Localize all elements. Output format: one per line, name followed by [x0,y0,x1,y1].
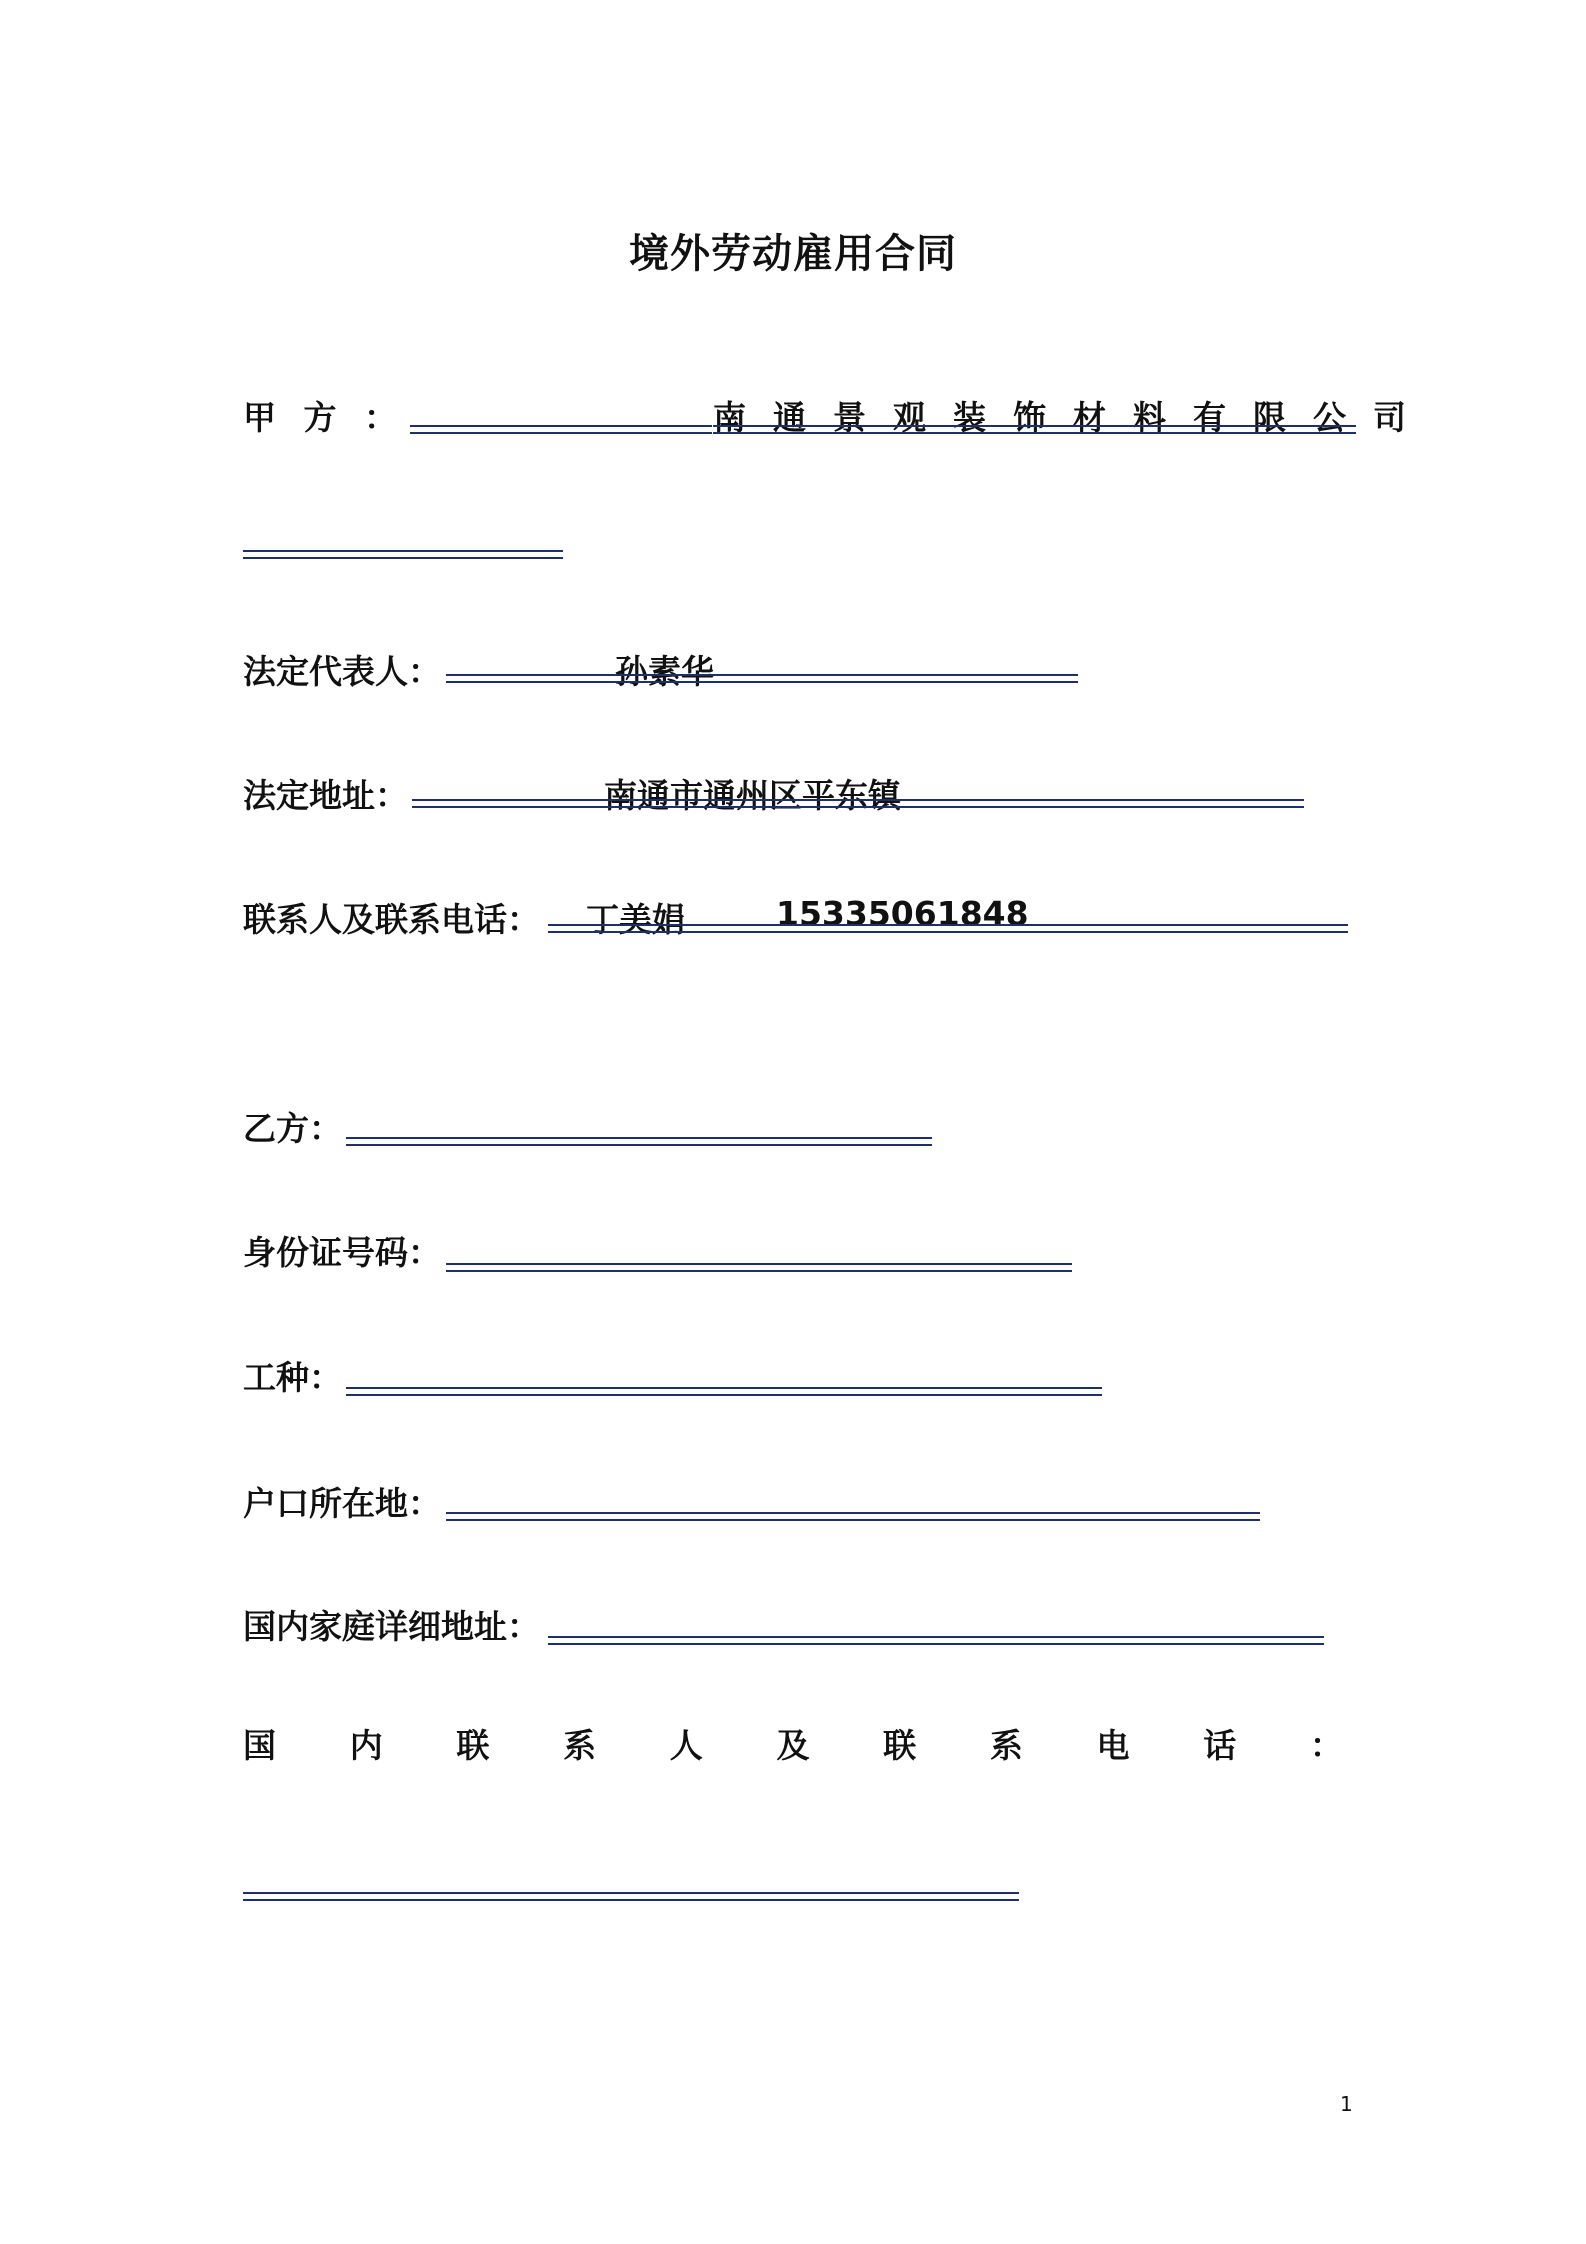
domestic-contact-char: 系 [563,1726,597,1765]
legal-rep-label: 法定代表人： [243,652,441,691]
id-number-label: 身份证号码： [243,1233,441,1272]
domestic-contact-char: ： [1309,1726,1343,1765]
home-address-underline[interactable] [548,1636,1324,1645]
party-a-underline[interactable] [713,425,1356,434]
domestic-contact-char: 电 [1096,1726,1130,1765]
party-b-underline[interactable] [346,1137,932,1146]
legal-address-value: 南通市通州区平东镇 [604,776,901,815]
legal-address-label: 法定地址： [243,776,408,815]
domestic-contact-label [243,1720,1343,1767]
id-number-underline[interactable] [446,1263,1072,1272]
party-a-underline-lead[interactable] [410,425,712,434]
party-a-company: 南通景观装饰材料有限公司 [713,398,1433,437]
party-b-label: 乙方： [243,1109,342,1148]
domestic-contact-char: 内 [349,1726,383,1765]
contact-phone: 15335061848 [776,894,1029,933]
contact-underline[interactable] [548,924,1348,933]
legal-address-underline[interactable] [412,799,1304,808]
household-register-label: 户口所在地： [243,1484,441,1523]
domestic-contact-char: 及 [776,1726,810,1765]
document-title: 境外劳动雇用合同 [629,231,957,277]
domestic-contact-char: 系 [989,1726,1023,1765]
contact-label: 联系人及联系电话： [243,900,540,939]
domestic-contact-char: 话 [1203,1726,1237,1765]
home-address-label: 国内家庭详细地址： [243,1607,540,1646]
contact-name: 丁美娟 [586,900,685,939]
party-a-label: 甲 方 ： [243,398,405,437]
job-type-underline[interactable] [346,1387,1102,1396]
domestic-contact-char: 国 [243,1726,276,1765]
domestic-contact-char: 联 [883,1726,917,1765]
domestic-contact-char: 人 [669,1726,703,1765]
household-register-underline[interactable] [446,1512,1260,1521]
job-type-label: 工种： [243,1358,342,1397]
legal-rep-value: 孙素华 [615,652,714,691]
legal-rep-underline[interactable] [446,674,1078,683]
domestic-contact-char: 联 [456,1726,490,1765]
page-number: 1 [1340,2092,1353,2116]
domestic-contact-underline[interactable] [243,1892,1019,1901]
party-a-underline-cont[interactable] [243,550,563,559]
